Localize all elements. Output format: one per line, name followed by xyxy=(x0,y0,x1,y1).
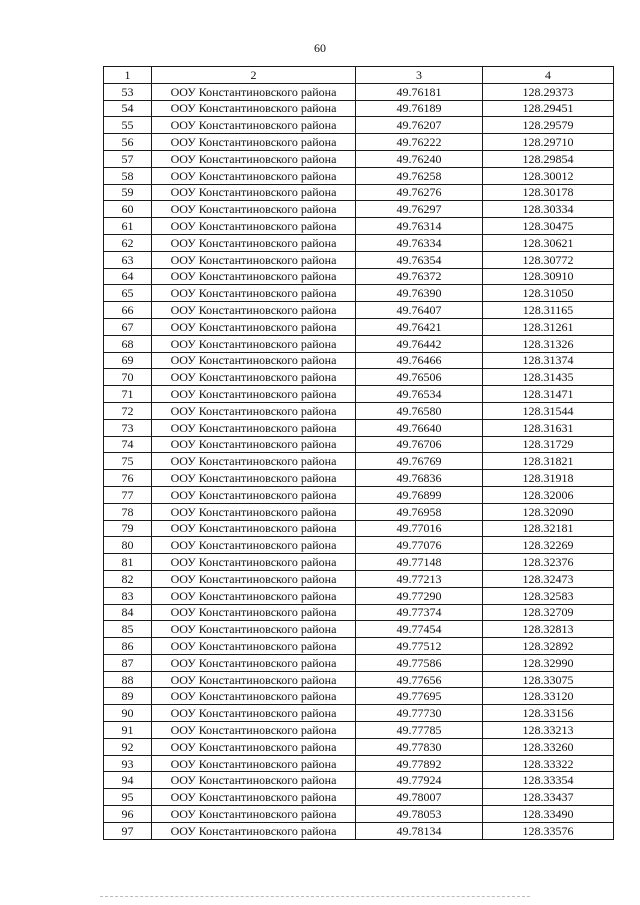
row-number-cell: 76 xyxy=(104,470,152,487)
latitude-cell: 49.76958 xyxy=(356,503,483,520)
organization-cell: ООУ Константиновского района xyxy=(152,604,356,621)
row-number-cell: 65 xyxy=(104,285,152,302)
table-row xyxy=(104,503,614,520)
organization-cell: ООУ Константиновского района xyxy=(152,537,356,554)
row-number-cell: 70 xyxy=(104,369,152,386)
latitude-cell: 49.76258 xyxy=(356,167,483,184)
table-row xyxy=(104,671,614,688)
latitude-cell: 49.77924 xyxy=(356,772,483,789)
table-row xyxy=(104,789,614,806)
latitude-cell: 49.76407 xyxy=(356,302,483,319)
organization-cell: ООУ Константиновского района xyxy=(152,402,356,419)
table-row xyxy=(104,218,614,235)
table-row xyxy=(104,369,614,386)
latitude-cell: 49.76442 xyxy=(356,335,483,352)
table-row xyxy=(104,352,614,369)
organization-cell: ООУ Константиновского района xyxy=(152,285,356,302)
longitude-cell: 128.31631 xyxy=(483,419,614,436)
longitude-cell: 128.32090 xyxy=(483,503,614,520)
table-row xyxy=(104,436,614,453)
row-number-cell: 60 xyxy=(104,201,152,218)
longitude-cell: 128.32269 xyxy=(483,537,614,554)
table-row xyxy=(104,285,614,302)
organization-cell: ООУ Константиновского района xyxy=(152,318,356,335)
row-number-cell: 80 xyxy=(104,537,152,554)
row-number-cell: 71 xyxy=(104,386,152,403)
organization-cell: ООУ Константиновского района xyxy=(152,722,356,739)
organization-cell: ООУ Константиновского района xyxy=(152,268,356,285)
row-number-cell: 67 xyxy=(104,318,152,335)
latitude-cell: 49.76240 xyxy=(356,150,483,167)
organization-cell: ООУ Константиновского района xyxy=(152,234,356,251)
row-number-cell: 85 xyxy=(104,621,152,638)
row-number-cell: 74 xyxy=(104,436,152,453)
row-number-cell: 92 xyxy=(104,738,152,755)
latitude-cell: 49.78134 xyxy=(356,822,483,839)
table-row xyxy=(104,738,614,755)
row-number-cell: 78 xyxy=(104,503,152,520)
latitude-cell: 49.77830 xyxy=(356,738,483,755)
longitude-cell: 128.31050 xyxy=(483,285,614,302)
row-number-cell: 77 xyxy=(104,486,152,503)
organization-cell: ООУ Константиновского района xyxy=(152,100,356,117)
row-number-cell: 69 xyxy=(104,352,152,369)
latitude-cell: 49.76207 xyxy=(356,117,483,134)
table-row xyxy=(104,453,614,470)
latitude-cell: 49.76580 xyxy=(356,402,483,419)
latitude-cell: 49.77892 xyxy=(356,755,483,772)
organization-cell: ООУ Константиновского района xyxy=(152,688,356,705)
table-row xyxy=(104,570,614,587)
row-number-cell: 75 xyxy=(104,453,152,470)
latitude-cell: 49.77512 xyxy=(356,638,483,655)
longitude-cell: 128.30178 xyxy=(483,184,614,201)
row-number-cell: 88 xyxy=(104,671,152,688)
table-row xyxy=(104,688,614,705)
row-number-cell: 63 xyxy=(104,251,152,268)
latitude-cell: 49.76706 xyxy=(356,436,483,453)
latitude-cell: 49.76334 xyxy=(356,234,483,251)
page-bottom-scan-marks xyxy=(100,896,530,898)
latitude-cell: 49.76899 xyxy=(356,486,483,503)
header-col-2: 2 xyxy=(152,67,356,84)
longitude-cell: 128.31544 xyxy=(483,402,614,419)
table-row xyxy=(104,486,614,503)
latitude-cell: 49.77016 xyxy=(356,520,483,537)
table-row xyxy=(104,335,614,352)
latitude-cell: 49.76181 xyxy=(356,83,483,100)
row-number-cell: 90 xyxy=(104,705,152,722)
table-row xyxy=(104,705,614,722)
table-row xyxy=(104,184,614,201)
table-row xyxy=(104,554,614,571)
organization-cell: ООУ Константиновского района xyxy=(152,789,356,806)
longitude-cell: 128.33075 xyxy=(483,671,614,688)
row-number-cell: 64 xyxy=(104,268,152,285)
organization-cell: ООУ Константиновского района xyxy=(152,251,356,268)
table-row xyxy=(104,134,614,151)
table-row xyxy=(104,251,614,268)
longitude-cell: 128.31261 xyxy=(483,318,614,335)
organization-cell: ООУ Константиновского района xyxy=(152,621,356,638)
organization-cell: ООУ Константиновского района xyxy=(152,705,356,722)
row-number-cell: 54 xyxy=(104,100,152,117)
longitude-cell: 128.33120 xyxy=(483,688,614,705)
row-number-cell: 73 xyxy=(104,419,152,436)
table-row xyxy=(104,537,614,554)
organization-cell: ООУ Константиновского района xyxy=(152,738,356,755)
header-col-3: 3 xyxy=(356,67,483,84)
latitude-cell: 49.77290 xyxy=(356,587,483,604)
organization-cell: ООУ Константиновского района xyxy=(152,150,356,167)
row-number-cell: 87 xyxy=(104,654,152,671)
organization-cell: ООУ Константиновского района xyxy=(152,503,356,520)
row-number-cell: 53 xyxy=(104,83,152,100)
longitude-cell: 128.33437 xyxy=(483,789,614,806)
organization-cell: ООУ Константиновского района xyxy=(152,218,356,235)
table-body xyxy=(104,83,614,839)
longitude-cell: 128.32813 xyxy=(483,621,614,638)
coordinates-table xyxy=(103,66,614,840)
organization-cell: ООУ Константиновского района xyxy=(152,419,356,436)
longitude-cell: 128.32892 xyxy=(483,638,614,655)
organization-cell: ООУ Константиновского района xyxy=(152,772,356,789)
organization-cell: ООУ Константиновского района xyxy=(152,436,356,453)
longitude-cell: 128.30772 xyxy=(483,251,614,268)
latitude-cell: 49.78053 xyxy=(356,806,483,823)
longitude-cell: 128.32709 xyxy=(483,604,614,621)
table-row xyxy=(104,755,614,772)
page-number: 60 xyxy=(314,41,326,55)
latitude-cell: 49.77148 xyxy=(356,554,483,571)
row-number-cell: 96 xyxy=(104,806,152,823)
longitude-cell: 128.31821 xyxy=(483,453,614,470)
longitude-cell: 128.31471 xyxy=(483,386,614,403)
table-row xyxy=(104,822,614,839)
table-row xyxy=(104,587,614,604)
organization-cell: ООУ Константиновского района xyxy=(152,386,356,403)
latitude-cell: 49.76506 xyxy=(356,369,483,386)
organization-cell: ООУ Константиновского района xyxy=(152,638,356,655)
latitude-cell: 49.76640 xyxy=(356,419,483,436)
latitude-cell: 49.76276 xyxy=(356,184,483,201)
row-number-cell: 97 xyxy=(104,822,152,839)
row-number-cell: 62 xyxy=(104,234,152,251)
row-number-cell: 56 xyxy=(104,134,152,151)
longitude-cell: 128.31165 xyxy=(483,302,614,319)
row-number-cell: 89 xyxy=(104,688,152,705)
table-row xyxy=(104,654,614,671)
longitude-cell: 128.29710 xyxy=(483,134,614,151)
latitude-cell: 49.76466 xyxy=(356,352,483,369)
latitude-cell: 49.77374 xyxy=(356,604,483,621)
latitude-cell: 49.76390 xyxy=(356,285,483,302)
table-row xyxy=(104,386,614,403)
longitude-cell: 128.31326 xyxy=(483,335,614,352)
organization-cell: ООУ Константиновского района xyxy=(152,352,356,369)
longitude-cell: 128.33156 xyxy=(483,705,614,722)
latitude-cell: 49.76534 xyxy=(356,386,483,403)
latitude-cell: 49.76421 xyxy=(356,318,483,335)
table-row xyxy=(104,772,614,789)
latitude-cell: 49.76222 xyxy=(356,134,483,151)
latitude-cell: 49.77586 xyxy=(356,654,483,671)
table-row xyxy=(104,117,614,134)
row-number-cell: 66 xyxy=(104,302,152,319)
organization-cell: ООУ Константиновского района xyxy=(152,134,356,151)
table-row xyxy=(104,402,614,419)
longitude-cell: 128.33260 xyxy=(483,738,614,755)
longitude-cell: 128.33213 xyxy=(483,722,614,739)
latitude-cell: 49.77785 xyxy=(356,722,483,739)
table-row xyxy=(104,100,614,117)
row-number-cell: 95 xyxy=(104,789,152,806)
longitude-cell: 128.31918 xyxy=(483,470,614,487)
table-row xyxy=(104,167,614,184)
organization-cell: ООУ Константиновского района xyxy=(152,554,356,571)
longitude-cell: 128.32990 xyxy=(483,654,614,671)
table-row xyxy=(104,638,614,655)
row-number-cell: 72 xyxy=(104,402,152,419)
latitude-cell: 49.76297 xyxy=(356,201,483,218)
latitude-cell: 49.76836 xyxy=(356,470,483,487)
row-number-cell: 94 xyxy=(104,772,152,789)
organization-cell: ООУ Константиновского района xyxy=(152,587,356,604)
table-row xyxy=(104,722,614,739)
row-number-cell: 82 xyxy=(104,570,152,587)
longitude-cell: 128.30910 xyxy=(483,268,614,285)
row-number-cell: 57 xyxy=(104,150,152,167)
longitude-cell: 128.32583 xyxy=(483,587,614,604)
latitude-cell: 49.76769 xyxy=(356,453,483,470)
row-number-cell: 59 xyxy=(104,184,152,201)
table-row xyxy=(104,470,614,487)
table-row xyxy=(104,201,614,218)
organization-cell: ООУ Константиновского района xyxy=(152,302,356,319)
longitude-cell: 128.32473 xyxy=(483,570,614,587)
organization-cell: ООУ Константиновского района xyxy=(152,470,356,487)
latitude-cell: 49.77730 xyxy=(356,705,483,722)
organization-cell: ООУ Константиновского района xyxy=(152,806,356,823)
organization-cell: ООУ Константиновского района xyxy=(152,486,356,503)
latitude-cell: 49.77454 xyxy=(356,621,483,638)
row-number-cell: 81 xyxy=(104,554,152,571)
organization-cell: ООУ Константиновского района xyxy=(152,201,356,218)
table-row xyxy=(104,83,614,100)
organization-cell: ООУ Константиновского района xyxy=(152,671,356,688)
table-row xyxy=(104,150,614,167)
row-number-cell: 86 xyxy=(104,638,152,655)
longitude-cell: 128.31374 xyxy=(483,352,614,369)
longitude-cell: 128.31435 xyxy=(483,369,614,386)
latitude-cell: 49.78007 xyxy=(356,789,483,806)
table-row xyxy=(104,318,614,335)
longitude-cell: 128.29854 xyxy=(483,150,614,167)
longitude-cell: 128.32181 xyxy=(483,520,614,537)
table-row xyxy=(104,520,614,537)
row-number-cell: 91 xyxy=(104,722,152,739)
row-number-cell: 61 xyxy=(104,218,152,235)
longitude-cell: 128.32006 xyxy=(483,486,614,503)
table-row xyxy=(104,302,614,319)
organization-cell: ООУ Константиновского района xyxy=(152,184,356,201)
row-number-cell: 55 xyxy=(104,117,152,134)
longitude-cell: 128.33490 xyxy=(483,806,614,823)
latitude-cell: 49.76314 xyxy=(356,218,483,235)
longitude-cell: 128.29451 xyxy=(483,100,614,117)
row-number-cell: 84 xyxy=(104,604,152,621)
organization-cell: ООУ Константиновского района xyxy=(152,335,356,352)
latitude-cell: 49.77213 xyxy=(356,570,483,587)
longitude-cell: 128.33576 xyxy=(483,822,614,839)
organization-cell: ООУ Константиновского района xyxy=(152,453,356,470)
longitude-cell: 128.30334 xyxy=(483,201,614,218)
latitude-cell: 49.77656 xyxy=(356,671,483,688)
header-col-4: 4 xyxy=(483,67,614,84)
longitude-cell: 128.31729 xyxy=(483,436,614,453)
longitude-cell: 128.29373 xyxy=(483,83,614,100)
organization-cell: ООУ Константиновского района xyxy=(152,755,356,772)
longitude-cell: 128.30012 xyxy=(483,167,614,184)
row-number-cell: 68 xyxy=(104,335,152,352)
longitude-cell: 128.33322 xyxy=(483,755,614,772)
latitude-cell: 49.76372 xyxy=(356,268,483,285)
longitude-cell: 128.32376 xyxy=(483,554,614,571)
table-row xyxy=(104,234,614,251)
longitude-cell: 128.33354 xyxy=(483,772,614,789)
table-header-row xyxy=(104,67,614,84)
longitude-cell: 128.30621 xyxy=(483,234,614,251)
table-row xyxy=(104,604,614,621)
organization-cell: ООУ Константиновского района xyxy=(152,654,356,671)
longitude-cell: 128.29579 xyxy=(483,117,614,134)
row-number-cell: 83 xyxy=(104,587,152,604)
table-row xyxy=(104,621,614,638)
header-col-1: 1 xyxy=(104,67,152,84)
latitude-cell: 49.76189 xyxy=(356,100,483,117)
row-number-cell: 93 xyxy=(104,755,152,772)
row-number-cell: 58 xyxy=(104,167,152,184)
organization-cell: ООУ Константиновского района xyxy=(152,520,356,537)
organization-cell: ООУ Константиновского района xyxy=(152,822,356,839)
organization-cell: ООУ Константиновского района xyxy=(152,83,356,100)
latitude-cell: 49.76354 xyxy=(356,251,483,268)
organization-cell: ООУ Константиновского района xyxy=(152,167,356,184)
table-row xyxy=(104,419,614,436)
organization-cell: ООУ Константиновского района xyxy=(152,117,356,134)
latitude-cell: 49.77076 xyxy=(356,537,483,554)
table-row xyxy=(104,806,614,823)
longitude-cell: 128.30475 xyxy=(483,218,614,235)
row-number-cell: 79 xyxy=(104,520,152,537)
organization-cell: ООУ Константиновского района xyxy=(152,369,356,386)
table-row xyxy=(104,268,614,285)
latitude-cell: 49.77695 xyxy=(356,688,483,705)
organization-cell: ООУ Константиновского района xyxy=(152,570,356,587)
